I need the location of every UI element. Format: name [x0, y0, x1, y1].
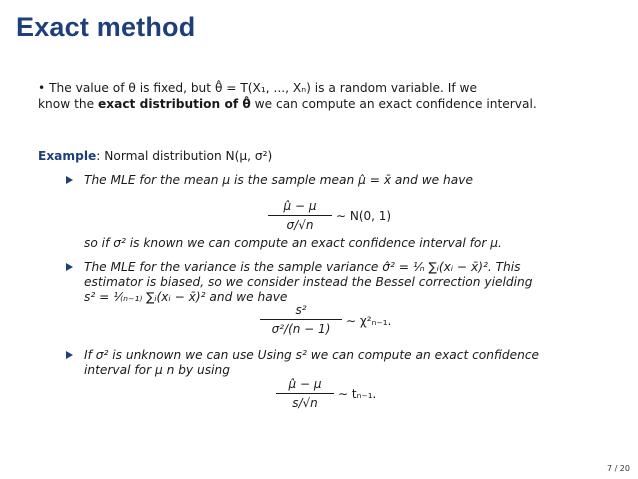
item-2-fraction-numerator: s²	[260, 303, 342, 320]
item-3-fraction	[276, 377, 334, 410]
bullet-triangle-icon	[66, 263, 73, 271]
item-1-fraction	[268, 199, 332, 232]
intro-line-2-pre: know the	[38, 97, 98, 111]
item-2-fraction-denominator: σ²/(n − 1)	[271, 322, 331, 336]
intro-line-2-bold: exact distribution of θ̂	[97, 97, 251, 111]
item-1-line-1: The MLE for the mean μ is the sample mean μ̂ = x̄ and we have	[84, 173, 473, 187]
bullet-triangle-icon	[66, 176, 73, 184]
example-heading	[38, 148, 272, 164]
example-text: : Normal distribution N(μ, σ²)	[96, 149, 273, 163]
item-2-line-1: The MLE for the variance is the sample variance σ̂² = ¹⁄ₙ ∑ᵢ(xᵢ − x̄)². This	[84, 260, 521, 274]
item-2-line-2: estimator is biased, so we consider instead the Bessel correction yielding	[84, 275, 533, 289]
item-2-relation: ∼ χ²ₙ₋₁.	[346, 314, 392, 328]
item-2-fraction	[260, 303, 342, 336]
item-1-line-2: so if σ² is known we can compute an exact confidence interval for μ.	[84, 236, 502, 250]
item-3-relation: ∼ tₙ₋₁.	[338, 387, 377, 401]
item-1-relation: ∼ N(0, 1)	[336, 209, 392, 223]
slide-title: Exact method	[16, 12, 196, 42]
item-1-fraction-denominator: σ/√n	[286, 218, 314, 232]
item-3-fraction-numerator: μ̂ − μ	[276, 377, 334, 394]
intro-line-1: • The value of θ is fixed, but θ̂ = T(X₁, ..., Xₙ) is a random variable. If we	[38, 81, 477, 95]
example-label: Example	[38, 149, 97, 163]
item-3-line-1: If σ² is unknown we can use Using s² we can compute an exact confidence	[84, 348, 540, 362]
item-2-line-3: s² = ¹⁄₍ₙ₋₁₎ ∑ᵢ(xᵢ − x̄)² and we have	[84, 290, 288, 304]
item-1-fraction-numerator: μ̂ − μ	[268, 199, 332, 216]
intro-line-2	[38, 96, 537, 112]
item-3-fraction-denominator: s/√n	[292, 396, 318, 410]
item-3-line-2: interval for μ n by using	[84, 363, 230, 377]
bullet-triangle-icon	[66, 351, 73, 359]
intro-line-2-post: we can compute an exact confidence interval.	[250, 97, 537, 111]
page-number: 7 / 20	[606, 464, 630, 473]
